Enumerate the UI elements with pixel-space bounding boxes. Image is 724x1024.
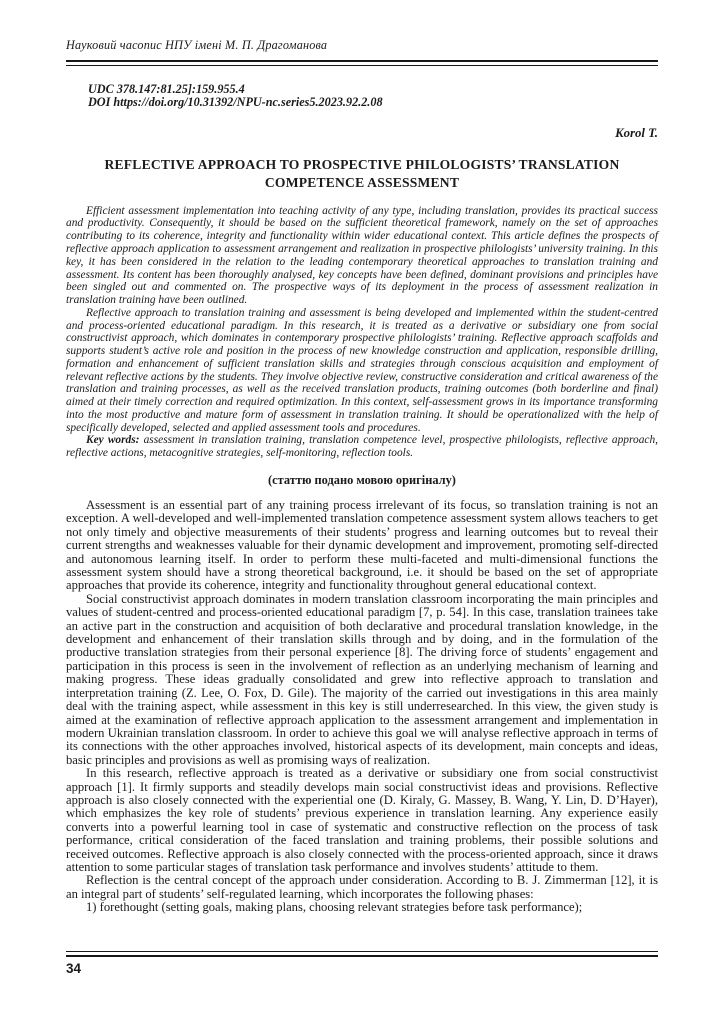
- body-paragraph: In this research, reflective approach is treated as a derivative or subsidiary one from social constructivist approach [1]. It firmly supports and steadily develops main social constructivist ideas and provisions. Reflective approach is also closely connected with the experiential one (D. Kiraly, G. Massey, B. Wang, Y. Lin, D. D’Hayer), which emphasizes the key role of students’ previous experience in translation learning. Any experience easily converts into a powerful learning tool in case of systematic and constructive reflection on the process of task performance, critical consideration of the faced translation and training problems, their possible solutions and received outcomes. Reflective approach is also closely connected with the process-oriented approach, since it draws attention to some particular stages of translation task performance and involves students’ attitude to them.: [66, 766, 658, 874]
- author-name: Korol T.: [615, 126, 658, 141]
- abstract-paragraph: Reflective approach to translation training and assessment is being developed and implemented within the student-centred and process-oriented educational paradigm. In this research, it is treated as a derivative or subsidiary one from social constructivist approach, which dominates in contemporary prospective philologists’ training. Reflective approach scaffolds and supports student’s active role and position in the process of new knowledge construction and application, responsible drilling, formation and enhancement of sufficient translation skills and strategies through conscious acquisition and employment of relevant reflective actions by the students. They involve objective review, constructive consideration and critical awareness of the translation and training processes, as well as the received translation products, training outcomes (both borderline and final) aimed at their timely correction and required optimization. In this context, self-assessment grows in its importance transforming into the most productive and mature form of assessment in translation training. It should be operationalized with the help of specifically developed, selected and applied assessment tools and procedures.: [66, 306, 658, 434]
- header-divider: [66, 60, 658, 66]
- page-footer: [66, 951, 658, 976]
- page-number: 34: [66, 961, 82, 976]
- document-page: [66, 0, 658, 1024]
- body-paragraph: Assessment is an essential part of any training process irrelevant of its focus, so translation training is not an exception. A well-developed and well-implemented translation competence assessment system allows teachers to get not only timely and objective measurements of their students’ progress and learning outcomes but to reveal their current strengths and weaknesses valuable for their dynamic development and improvement, promoting self-directed and autonomous learning itself. In order to perform these multi-faceted and multi-dimensional functions the assessment system should have a strong theoretical background, i.e. it should be based on the set of appropriate approaches that provide its coherence, integrity and functionality throughout general educational context.: [66, 498, 658, 593]
- body-paragraph: Social constructivist approach dominates in modern translation classroom incorporating the main principles and values of student-centred and process-oriented educational paradigm [7, p. 54]. In this case, translation trainees take an active part in the construction and acquisition of both declarative and procedural translation knowledge, in the development and enhancement of their translation skills through and by doing, and in the formulation of the productive translation strategies from their personal experience [8]. The driving force of students’ engagement and participation in this process is seen in the involvement of reflection as an underlying mechanism of learning and making progress. These ideas gradually consolidated and grew into reflective approach to translation and interpretation training (Z. Lee, O. Fox, D. Gile). The majority of the carried out investigations in this area mainly deal with the training aspect, while assessment in this key is still underresearched. In this view, the given study is aimed at the examination of reflective approach application to the assessment arrangement and implementation in modern Ukrainian translation classroom. In order to achieve this goal we will analyse reflective approach in terms of its connections with the other approaches involved, historical aspects of its development, main concepts and ideas, basic principles and provisions as well as promising ways of realization.: [66, 591, 658, 767]
- article-title: [66, 156, 658, 191]
- body-paragraph: Reflection is the central concept of the approach under consideration. According to B. J. Zimmerman [12], it is an integral part of students’ self-regulated learning, which incorporates the following phases:: [66, 873, 658, 901]
- udc-line: UDC 378.147:81.25]:159.955.4: [88, 82, 245, 96]
- journal-header: Науковий часопис НПУ імені М. П. Драгоманова: [66, 38, 328, 52]
- article-title-line2: COMPETENCE ASSESSMENT: [264, 175, 460, 191]
- article-body: [66, 499, 658, 915]
- keywords-paragraph: [66, 434, 658, 460]
- language-note: (статтю подано мовою оригіналу): [268, 473, 456, 487]
- article-title-line1: REFLECTIVE APPROACH TO PROSPECTIVE PHILOLOGISTS’ TRANSLATION: [104, 157, 620, 173]
- keywords-text: assessment in translation training, translation competence level, prospective philologists, reflective approach, reflective actions, metacognitive strategies, self-monitoring, reflection tools.: [66, 434, 658, 460]
- keywords-label: Key words:: [86, 434, 140, 447]
- abstract-section: [66, 205, 658, 460]
- body-list-item: 1) forethought (setting goals, making plans, choosing relevant strategies before task performance);: [86, 900, 583, 915]
- footer-divider: [66, 951, 658, 957]
- abstract-paragraph: Efficient assessment implementation into teaching activity of any type, including translation, provides its practical success and productivity. Consequently, it should be based on the sufficient theoretical framework, namely on the set of approaches contributing to its coherence, integrity and functionality within wider educational context. This article defines the prospects of reflective approach application to assessment arrangement and realization in prospective philologists’ university training. In this key, it has been considered in the relation to the leading contemporary theoretical approaches to translation training and assessment. Its content has been thoroughly analysed, key concepts have been defined, dominant provisions and principles have been singled out and commented on. The prospective ways of its deployment in the process of assessment realization in translation training have been outlined.: [66, 204, 658, 307]
- doi-line: DOI https://doi.org/10.31392/NPU-nc.series5.2023.92.2.08: [88, 95, 383, 110]
- meta-block: [88, 83, 658, 109]
